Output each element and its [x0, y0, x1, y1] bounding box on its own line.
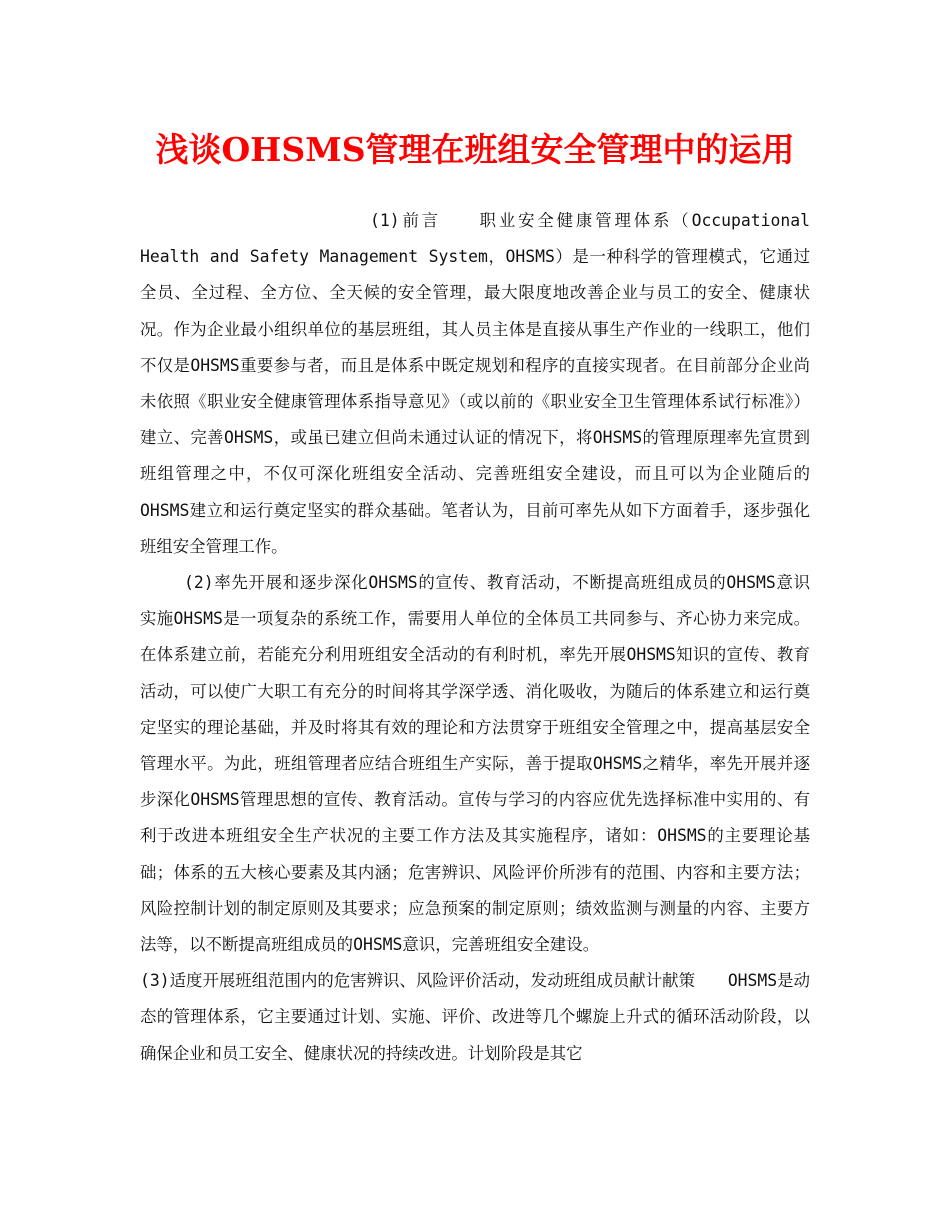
document-title: 浅谈OHSMS管理在班组安全管理中的运用 — [155, 130, 795, 169]
document-body — [140, 203, 843, 1072]
paragraph-awareness: (2)率先开展和逐步深化OHSMS的宣传、教育活动，不断提高班组成员的OHSMS意识 实施OHSMS是一项复杂的系统工作，需要用人单位的全体员工共同参与、齐心协力来完成。在体系建立前，若能充分利用班组安全活动的有利时机，率先开展OHSMS知识的宣传、教育活动，可以使广大职工有充分的时间将其学深学透、消化吸收，为随后的体系建立和运行奠定坚实的理论基础，并及时将其有效的理论和方法贯穿于班组安全管理之中，提高基层安全管理水平。为此，班组管理者应结合班组生产实际，善于提取OHSMS之精华，率先开展并逐步深化OHSMS管理思想的宣传、教育活动。宣传与学习的内容应优先选择标准中实用的、有利于改进本班组安全生产状况的主要工作方法及其实施程序，诸如：OHSMS的主要理论基础；体系的五大核心要素及其内涵；危害辨识、风险评价所涉有的范围、内容和主要方法；风险控制计划的制定原则及其要求；应急预案的制定原则；绩效监测与测量的内容、主要方法等，以不断提高班组成员的OHSMS意识，完善班组安全建设。 — [140, 573, 843, 955]
paragraph-intro: (1)前言 职业安全健康管理体系（Occupational Health and Safety Management System，OHSMS）是一种科学的管理模式，它通过全员、全过程、全方位、全天候的安全管理，最大限度地改善企业与员工的安全、健康状况。作为企业最小组织单位的基层班组，其人员主体是直接从事生产作业的一线职工，他们不仅是OHSMS重要参与者，而且是体系中既定规划和程序的直接实现者。在目前部分企业尚未依照《职业安全健康管理体系指导意见》（或以前的《职业安全卫生管理体系试行标准》）建立、完善OHSMS，或虽已建立但尚未通过认证的情况下，将OHSMS的管理原理率先宣贯到班组管理之中，不仅可深化班组安全活动、完善班组安全建设，而且可以为企业随后的OHSMS建立和运行奠定坚实的群众基础。笔者认为，目前可率先从如下方面着手，逐步强化班组安全管理工作。 — [140, 211, 810, 556]
paragraph-hazard-identification: (3)适度开展班组范围内的危害辨识、风险评价活动，发动班组成员献计献策 OHSMS是动态的管理体系，它主要通过计划、实施、评价、改进等几个螺旋上升式的循环活动阶段，以确保企业和员工安全、健康状况的持续改进。计划阶段是其它 — [140, 971, 810, 1063]
